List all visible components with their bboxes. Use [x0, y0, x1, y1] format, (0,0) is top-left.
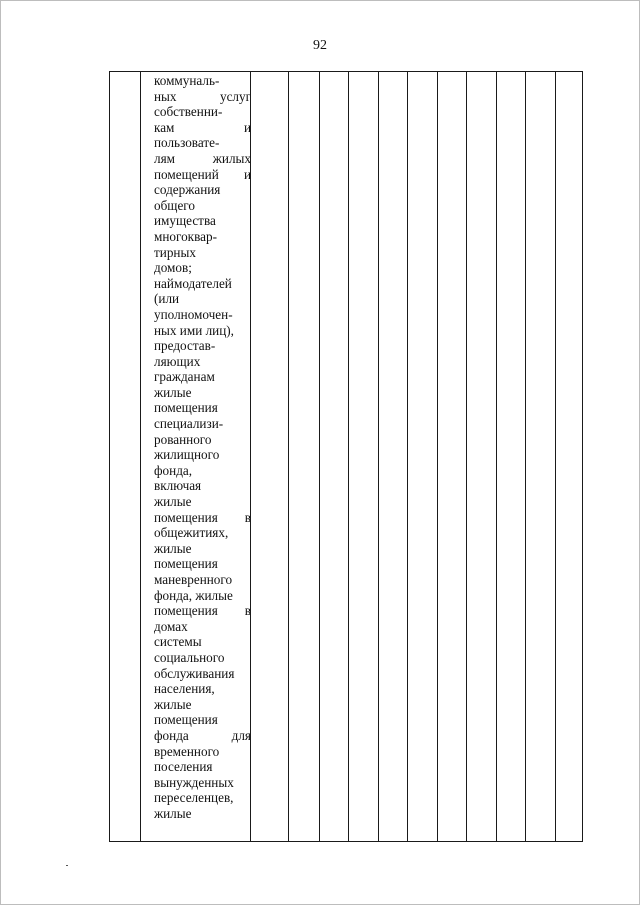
cell-text-line	[154, 323, 251, 339]
cell-text-word: населения,	[154, 681, 215, 697]
cell-text-word: жилые	[154, 805, 192, 821]
cell-text-line	[154, 790, 251, 806]
cell-text-line	[154, 494, 251, 510]
cell-text-line	[154, 697, 251, 713]
cell-text-word: помещения	[154, 556, 218, 572]
cell-text-word: лям	[154, 150, 175, 166]
table-column-divider	[288, 72, 289, 841]
table-column-divider	[378, 72, 379, 841]
cell-text-line	[154, 260, 251, 276]
cell-text-line	[154, 245, 251, 261]
cell-text-word: вынужденных	[154, 774, 234, 790]
cell-text-line	[154, 619, 251, 635]
cell-text-word: помещения	[154, 400, 218, 416]
cell-text-line	[154, 447, 251, 463]
cell-text-word: услуг	[219, 88, 251, 104]
table-column-divider	[466, 72, 467, 841]
cell-text-line	[154, 478, 251, 494]
cell-text-line	[154, 806, 251, 822]
cell-text-word: фонда, жилые	[154, 587, 233, 603]
cell-text-word: и	[243, 166, 251, 182]
cell-text-word: обслуживания	[154, 665, 235, 681]
cell-text-word: переселенцев,	[154, 790, 234, 806]
table-column-divider	[496, 72, 497, 841]
cell-text-line	[154, 198, 251, 214]
cell-text-line	[154, 307, 251, 323]
cell-text-word: временного	[154, 743, 220, 759]
cell-text-line	[154, 213, 251, 229]
cell-text-word: (или	[154, 291, 180, 307]
cell-text-word: уполномочен-	[154, 306, 233, 322]
cell-text-word: собственни-	[154, 104, 223, 120]
cell-text-word: поселения	[154, 759, 213, 775]
cell-text-line	[154, 151, 251, 167]
cell-text-line	[154, 728, 251, 744]
cell-text-word: помещения	[154, 509, 218, 525]
cell-text-line	[154, 182, 251, 198]
cell-text-word: для	[231, 727, 251, 743]
cell-text-line	[154, 291, 251, 307]
cell-text-word: кам	[154, 119, 175, 135]
cell-text-line	[154, 89, 251, 105]
cell-text-line	[154, 603, 251, 619]
cell-text-word: жилые	[154, 696, 192, 712]
cell-text-line	[154, 510, 251, 526]
cell-text-line	[154, 104, 251, 120]
page-number: 92	[313, 38, 327, 53]
cell-text-line	[154, 416, 251, 432]
cell-text-line	[154, 73, 251, 89]
cell-text-line	[154, 432, 251, 448]
cell-text-line	[154, 369, 251, 385]
cell-text-word: помещения	[154, 603, 218, 619]
cell-text-word: ных ими лиц),	[154, 322, 234, 338]
cell-text-line	[154, 588, 251, 604]
cell-text-line	[154, 775, 251, 791]
cell-text-word: гражданам	[154, 369, 215, 385]
document-table	[109, 71, 583, 842]
cell-text-line	[154, 712, 251, 728]
cell-text-line	[154, 681, 251, 697]
cell-text-word: социального	[154, 649, 225, 665]
cell-text-line	[154, 167, 251, 183]
cell-text-word: жилые	[154, 540, 192, 556]
scan-artifact	[66, 865, 68, 866]
cell-text-word: жилые	[154, 384, 192, 400]
cell-text-line	[154, 135, 251, 151]
cell-text-line	[154, 634, 251, 650]
cell-text-word: в	[244, 603, 251, 619]
cell-text-line	[154, 338, 251, 354]
cell-text-word: жилищного	[154, 447, 220, 463]
cell-text-word: системы	[154, 634, 202, 650]
table-column-divider	[555, 72, 556, 841]
cell-text-word: наймодателей	[154, 275, 232, 291]
table-column-divider	[348, 72, 349, 841]
cell-text-word: включая	[154, 478, 202, 494]
cell-text-word: фонда,	[154, 462, 193, 478]
cell-text-line	[154, 666, 251, 682]
cell-text-word: ных	[154, 88, 177, 104]
cell-text-word: содержания	[154, 182, 221, 198]
cell-text-word: имущества	[154, 213, 216, 229]
table-column-divider	[250, 72, 251, 841]
cell-text-line	[154, 276, 251, 292]
cell-text-word: жилых	[212, 150, 251, 166]
table-column-divider	[319, 72, 320, 841]
cell-text-word: общежитиях,	[154, 525, 229, 541]
cell-text-line	[154, 572, 251, 588]
cell-text-word: домов;	[154, 260, 192, 276]
cell-text-line	[154, 759, 251, 775]
cell-text-word: и	[243, 119, 251, 135]
cell-text-line	[154, 229, 251, 245]
table-column-divider	[437, 72, 438, 841]
cell-text-line	[154, 400, 251, 416]
table-column-divider	[407, 72, 408, 841]
cell-text-word: коммуналь-	[154, 73, 220, 88]
cell-text-line	[154, 744, 251, 760]
cell-text-line	[154, 525, 251, 541]
cell-text-word: предостав-	[154, 338, 216, 354]
cell-text-line	[154, 385, 251, 401]
table-cell-description	[154, 73, 251, 822]
cell-text-line	[154, 541, 251, 557]
cell-text-word: жилые	[154, 494, 192, 510]
cell-text-word: в	[244, 509, 251, 525]
cell-text-line	[154, 120, 251, 136]
cell-text-word: пользовате-	[154, 135, 220, 151]
cell-text-line	[154, 354, 251, 370]
cell-text-line	[154, 556, 251, 572]
cell-text-word: рованного	[154, 431, 212, 447]
cell-text-word: тирных	[154, 244, 196, 260]
cell-text-word: общего	[154, 197, 195, 213]
cell-text-word: многоквар-	[154, 228, 217, 244]
cell-text-word: специализи-	[154, 416, 224, 432]
cell-text-word: маневренного	[154, 572, 233, 587]
cell-text-word: помещений	[154, 166, 219, 182]
cell-text-word: фонда	[154, 727, 189, 743]
table-column-divider	[525, 72, 526, 841]
cell-text-word: домах	[154, 618, 188, 634]
cell-text-line	[154, 463, 251, 479]
cell-text-word: помещения	[154, 712, 218, 728]
table-column-divider	[140, 72, 141, 841]
cell-text-word: ляющих	[154, 353, 201, 369]
cell-text-line	[154, 650, 251, 666]
